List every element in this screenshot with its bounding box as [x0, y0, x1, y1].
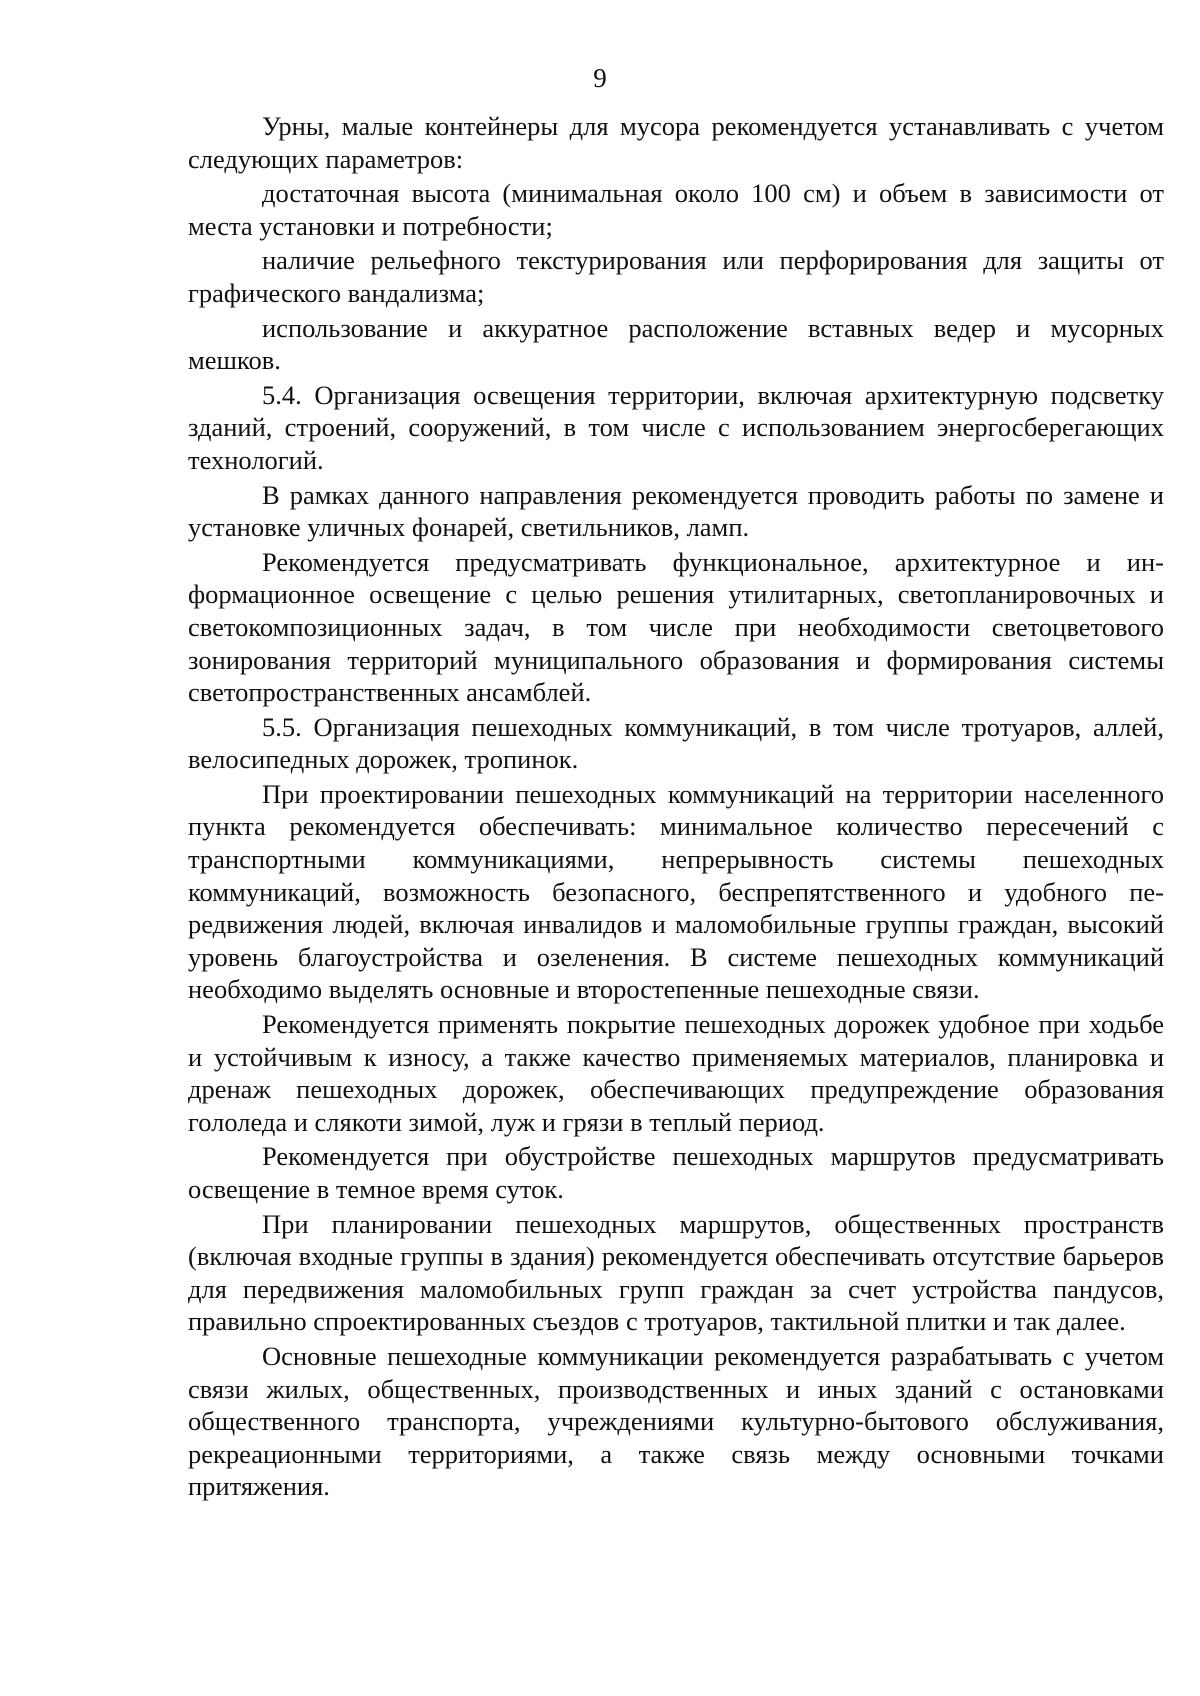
- page-number: 9: [593, 63, 607, 93]
- paragraph-section-5-4: 5.4. Организация освещения территории, включая архитектурную подсветку зданий, строений, сооружений, в том числе с использованием энергосберегающих технологий.: [188, 379, 1164, 475]
- paragraph-bins-intro: Урны, малые контейнеры для мусора рекомендуется устанавливать с учетом следующих параметров:: [188, 111, 1164, 174]
- paragraph-bins-height: достаточная высота (минимальная около 100 см) и объем в зависимости от места установки и потребности;: [188, 178, 1164, 241]
- document-body: [188, 110, 1164, 1503]
- paragraph-bins-texture: наличие рельефного текстурирования или перфорирования для защиты от графического вандализма;: [188, 245, 1164, 308]
- paragraph-paving: Рекомендуется применять покрытие пешеходных дорожек удобное при ходьбе и устойчивым к износу, а также качество применяемых материалов, планировка и дренаж пешеходных дорожек, обеспечивающих предупреждение образования гололеда и слякоти зимой, луж и грязи в теплый период.: [188, 1009, 1164, 1137]
- paragraph-bins-buckets: использование и аккуратное расположение вставных ведер и мусорных мешков.: [188, 312, 1164, 376]
- paragraph-accessibility: При планировании пешеходных маршрутов, общественных пространств (включая входные группы в здания) рекомендуется обеспечивать отсутствие барьеров для передвижения маломобильных групп граждан за счет устройства пандусов, правильно спроектированных съездов с тротуаров, тактильной плитки и так далее.: [188, 1208, 1164, 1337]
- paragraph-main-routes: Основные пешеходные коммуникации рекомендуется разрабатывать с учетом связи жилых, общественных, производственных и иных зданий с остановками общественного транспорта, учреждениями культурно-бытового обслуживания, рекреационными территориями, а также связь между основными точками притяжения.: [188, 1340, 1164, 1502]
- paragraph-lamps: В рамках данного направления рекомендуется проводить работы по замене и установке уличных фонарей, светильников, ламп.: [188, 479, 1164, 543]
- paragraph-night-lighting: Рекомендуется при обустройстве пешеходных маршрутов предусматривать освещение в темное время суток.: [188, 1141, 1164, 1204]
- paragraph-pedestrian-design: При проектировании пешеходных коммуникаций на территории населенного пункта рекомендуется обеспечивать: минимальное количество пересечений с транспортными коммуникациями, непрерывность системы пешеходных коммуникаций, возможность безопасного, беспрепятственного и удобного передвижения людей, включая инвалидов и маломобильные группы граждан, высокий уровень благоустройства и озеленения. В системе пешеходных коммуникаций необходимо выделять основные и второстепенные пешеходные связи.: [188, 778, 1164, 1005]
- paragraph-lighting: Рекомендуется предусматривать функциональное, архитектурное и информационное освещение с целью решения утилитарных, светопланировочных и светокомпозиционных задач, в том числе при необходимости светоцветового зонирования территорий муниципального образования и формирования системы светопространственных ансамблей.: [188, 546, 1164, 708]
- paragraph-section-5-5: 5.5. Организация пешеходных коммуникаций, в том числе тротуаров, аллей, велосипедных дорожек, тропинок.: [188, 711, 1164, 775]
